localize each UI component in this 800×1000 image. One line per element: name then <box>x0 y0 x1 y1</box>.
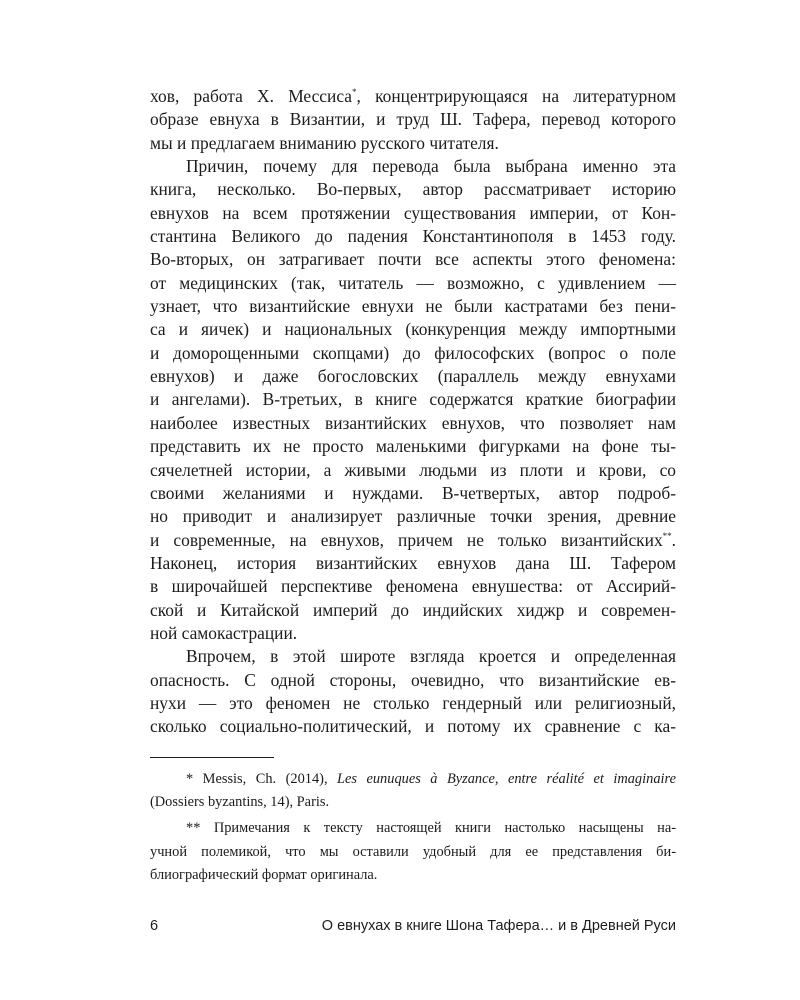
footnote-line: учной полемикой, что мы оставили удобный для ее представления би- <box>150 843 676 860</box>
footnote-1 <box>150 768 676 814</box>
page-footer <box>150 918 676 940</box>
text-line: и ангелами). В-третьих, в книге содержатся краткие биографии <box>150 389 676 410</box>
text-line: представить их не просто маленькими фигурками на фоне ты- <box>150 436 676 457</box>
text-line: Причин, почему для перевода была выбрана именно эта <box>186 156 676 177</box>
footnote-ref-2[interactable]: ** <box>662 530 672 541</box>
footnote-line: ** Примечания к тексту настоящей книги настолько насыщены на- <box>186 820 676 837</box>
footnote-line: * Messis, Ch. (2014), Les eunuques à Byzance, entre réalité et imaginaire <box>186 771 676 787</box>
running-title: О евнухах в книге Шона Тафера… и в Древней Руси <box>321 918 676 934</box>
paragraph-1 <box>150 85 676 155</box>
text-line: книга, несколько. Во-первых, автор рассматривает историю <box>150 179 676 200</box>
text-line: от медицинских (так, читатель — возможно, с удивлением — <box>150 272 676 293</box>
text-line: Наконец, история византийских евнухов дана Ш. Тафером <box>150 552 676 573</box>
text-line: и современные, на евнухов, причем не только византийских**. <box>150 529 676 550</box>
text-line: евнухов) и даже богословских (параллель между евнухами <box>150 366 676 387</box>
page-number: 6 <box>150 918 159 934</box>
footnote-line: (Dossiers byzantins, 14), Paris. <box>150 794 330 811</box>
page-body <box>150 85 676 739</box>
text-line: сячелетней истории, а живыми людьми из плоти и крови, со <box>150 459 676 480</box>
text-line: евнухов на всем протяжении существования империи, от Кон- <box>150 202 676 223</box>
text-line: мы и предлагаем вниманию русского читателя. <box>150 132 499 153</box>
text-line: наиболее известных византийских евнухов, что позволяет нам <box>150 412 676 433</box>
footnote-2 <box>150 817 676 887</box>
text-line: образе евнуха в Византии, и труд Ш. Тафера, перевод которого <box>150 109 676 130</box>
text-line: са и яичек) и национальных (конкуренция между импортными <box>150 319 676 340</box>
text-line: ной самокастрации. <box>150 622 298 643</box>
footnote-divider <box>150 757 274 758</box>
text-line: ской и Китайской империй до индийских хиджр и современ- <box>150 599 676 620</box>
text-line: и доморощенными скопцами) до философских (вопрос о поле <box>150 342 676 363</box>
footnote-book-title: Les eunuques à Byzance, entre réalité et imaginaire <box>337 771 676 787</box>
footnote-line: блиографический формат оригинала. <box>150 866 378 883</box>
text-line: нухи — это феномен не столько гендерный или религиозный, <box>150 692 676 713</box>
footnote-ref-1[interactable]: * <box>351 87 357 97</box>
text-line: сколько социально-политический, и потому их сравнение с ка- <box>150 716 676 737</box>
text-line: своими желаниями и нуждами. В-четвертых, автор подроб- <box>150 482 676 503</box>
text-line: хов, работа Х. Мессиса*, концентрирующаяся на литературном <box>150 86 676 106</box>
text-line: в широчайшей перспективе феномена евнушества: от Ассирий- <box>150 576 676 597</box>
text-line: узнает, что византийские евнухи не были кастратами без пени- <box>150 296 676 317</box>
paragraph-2 <box>150 155 676 645</box>
text-line: Во-вторых, он затрагивает почти все аспекты этого феномена: <box>150 249 676 270</box>
main-text <box>150 85 676 739</box>
footnotes <box>150 768 676 887</box>
text-line: но приводит и анализирует различные точки зрения, древние <box>150 506 676 527</box>
paragraph-3 <box>150 645 676 738</box>
text-line: стантина Великого до падения Константинополя в 1453 году. <box>150 226 676 247</box>
text-line: Впрочем, в этой широте взгляда кроется и определенная <box>186 646 676 667</box>
text-line: опасность. С одной стороны, очевидно, что византийские ев- <box>150 669 676 690</box>
